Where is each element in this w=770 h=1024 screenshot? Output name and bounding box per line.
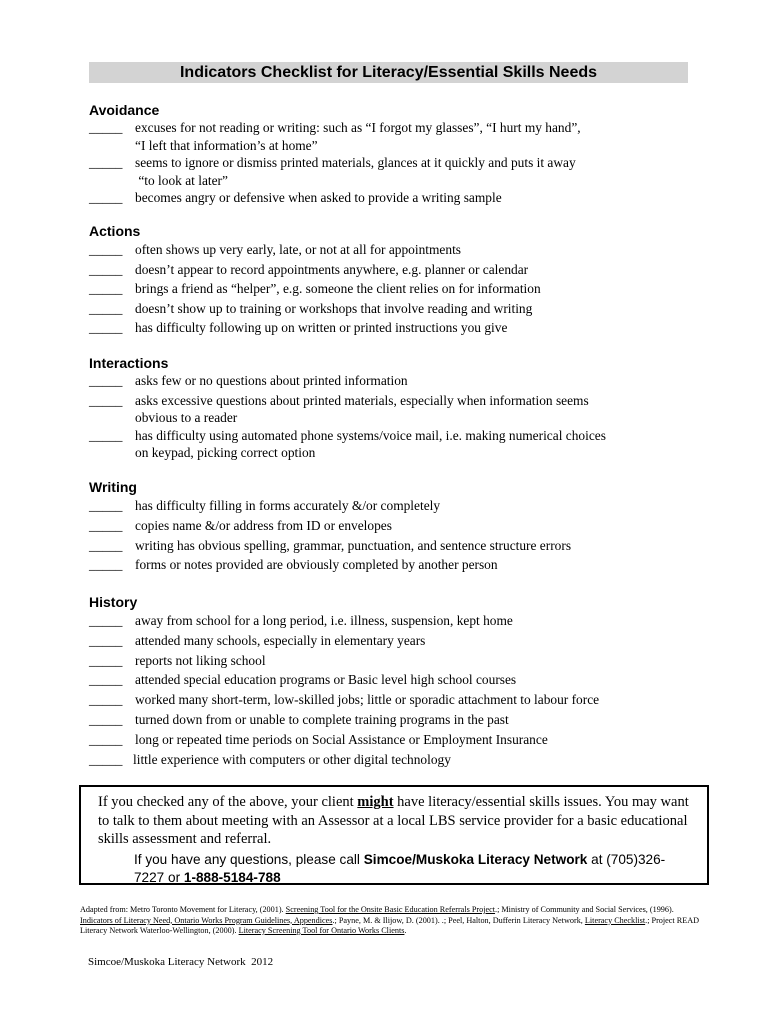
ref-title: Indicators of Literacy Need, Ontario Works Program Guidelines, Appendices: [80, 915, 333, 925]
checklist-item: [89, 392, 689, 427]
checklist-item: [89, 299, 689, 319]
checklist-item: [89, 119, 689, 154]
ref-text: Adapted from: Metro Toronto Movement for Literacy, (2001).: [80, 905, 286, 914]
checklist-item: [89, 690, 689, 710]
checklist-item: [89, 651, 689, 671]
item-text: has difficulty filling in forms accurately &/or completely: [135, 498, 441, 513]
checklist-item: [89, 730, 689, 750]
item-text-cont: “to look at later”: [135, 172, 228, 188]
ref-title: Literacy Screening Tool for Ontario Works Clients: [238, 926, 405, 935]
check-blank[interactable]: _____: [89, 537, 123, 553]
item-text: asks few or no questions about printed information: [135, 373, 408, 388]
callout-emphasis: might: [357, 794, 394, 810]
section-interactions: [89, 354, 689, 462]
ref-title: Literacy Checklist: [584, 915, 646, 925]
check-blank[interactable]: _____: [89, 498, 123, 513]
contact-text: If you have any questions, please call: [134, 852, 364, 867]
section-heading: Interactions: [89, 355, 169, 371]
info-callout-box: [79, 785, 709, 885]
check-blank[interactable]: _____: [89, 242, 123, 257]
item-text: doesn’t appear to record appointments anywhere, e.g. planner or calendar: [135, 261, 529, 277]
check-blank[interactable]: _____: [89, 392, 123, 408]
ref-text: .; Payne, M. & Ilijow, D. (2001). .; Peel, Halton, Dufferin Literacy Network,: [332, 915, 585, 925]
item-text: becomes angry or defensive when asked to provide a writing sample: [135, 190, 502, 205]
item-text-cont: on keypad, picking correct option: [135, 445, 316, 460]
checklist-item: [89, 154, 689, 189]
references: [80, 905, 700, 937]
check-blank[interactable]: _____: [89, 155, 123, 170]
checklist-item: [89, 318, 689, 338]
checklist-item: [89, 516, 689, 536]
check-blank[interactable]: _____: [89, 731, 123, 747]
callout-text: have literacy/essential skills issues. You may want to talk to them about meeting with an Assessor at a local LBS service provider for a basic educational skills assessment and referral.: [98, 794, 689, 847]
check-blank[interactable]: _____: [89, 427, 123, 443]
check-blank[interactable]: _____: [89, 517, 123, 533]
checklist-item: [89, 670, 689, 690]
check-blank[interactable]: _____: [89, 190, 123, 205]
checklist-item: [89, 611, 689, 631]
checklist-item: [89, 260, 689, 280]
item-text: seems to ignore or dismiss printed materials, glances at it quickly and puts it away: [135, 155, 576, 170]
item-text: attended many schools, especially in elementary years: [135, 632, 426, 648]
item-text: has difficulty following up on written or printed instructions you give: [135, 320, 508, 336]
item-text: writing has obvious spelling, grammar, punctuation, and sentence structure errors: [135, 537, 572, 553]
item-text-cont: obvious to a reader: [135, 410, 238, 425]
ref-text: .; Project READ Literacy Network Waterloo-Wellington, (2000).: [80, 915, 700, 935]
item-text: forms or notes provided are obviously completed by another person: [135, 557, 498, 573]
checklist-item: [89, 240, 689, 260]
check-blank[interactable]: _____: [89, 320, 123, 336]
item-text: away from school for a long period, i.e. illness, suspension, kept home: [135, 613, 513, 628]
checklist-item: [89, 631, 689, 651]
ref-title: Screening Tool for the Onsite Basic Education Referrals Project: [285, 905, 496, 914]
checklist-item: [89, 427, 689, 462]
section-heading: Avoidance: [89, 102, 160, 118]
checklist-item: [89, 710, 689, 730]
item-text: often shows up very early, late, or not at all for appointments: [135, 242, 461, 257]
phone-number: at (705)326-7227 or: [134, 852, 666, 885]
page-footer: Simcoe/Muskoka Literacy Network 2012: [88, 956, 274, 968]
check-blank[interactable]: _____: [89, 261, 123, 277]
section-avoidance: [89, 101, 689, 207]
check-blank[interactable]: _____: [89, 613, 123, 628]
check-blank[interactable]: _____: [89, 751, 123, 767]
section-heading: Writing: [89, 479, 137, 495]
check-blank[interactable]: _____: [89, 281, 123, 297]
ref-text: .: [404, 926, 407, 935]
checklist-item: [89, 536, 689, 556]
item-text-cont: “I left that information’s at home”: [135, 137, 318, 153]
check-blank[interactable]: _____: [89, 300, 123, 316]
item-text: little experience with computers or other digital technology: [133, 751, 451, 767]
item-text: copies name &/or address from ID or envelopes: [135, 517, 392, 533]
check-blank[interactable]: _____: [89, 672, 123, 688]
page-title: Indicators Checklist for Literacy/Essential Skills Needs: [89, 62, 688, 83]
section-heading: History: [89, 594, 138, 610]
check-blank[interactable]: _____: [89, 711, 123, 727]
item-text: worked many short-term, low-skilled jobs; little or sporadic attachment to labour force: [135, 692, 600, 708]
item-text: reports not liking school: [135, 652, 266, 668]
callout-paragraph: [98, 793, 698, 849]
item-text: doesn’t show up to training or workshops that involve reading and writing: [135, 300, 533, 316]
section-history: [89, 593, 689, 769]
contact-paragraph: [134, 851, 694, 887]
organization-name: Simcoe/Muskoka Literacy Network: [363, 852, 588, 867]
item-text: asks excessive questions about printed materials, especially when information seems: [135, 392, 589, 408]
item-text: excuses for not reading or writing: such as “I forgot my glasses”, “I hurt my hand”,: [135, 120, 581, 135]
checklist-item: [89, 279, 689, 299]
callout-text: If you checked any of the above, your client: [98, 794, 358, 810]
check-blank[interactable]: _____: [89, 557, 123, 573]
section-heading: Actions: [89, 223, 141, 239]
item-text: attended special education programs or Basic level high school courses: [135, 672, 517, 688]
item-text: has difficulty using automated phone systems/voice mail, i.e. making numerical choices: [135, 427, 606, 443]
checklist-item: [89, 372, 689, 390]
checklist-item: [89, 750, 689, 770]
checklist-item: [89, 496, 689, 516]
check-blank[interactable]: _____: [89, 632, 123, 648]
check-blank[interactable]: _____: [89, 120, 123, 135]
item-text: turned down from or unable to complete training programs in the past: [135, 711, 509, 727]
check-blank[interactable]: _____: [89, 692, 123, 708]
check-blank[interactable]: _____: [89, 373, 123, 388]
checklist-item: [89, 189, 689, 207]
ref-text: .; Ministry of Community and Social Services, (1996).: [495, 905, 674, 914]
checklist-item: [89, 555, 689, 575]
check-blank[interactable]: _____: [89, 652, 123, 668]
section-writing: [89, 478, 689, 575]
item-text: long or repeated time periods on Social Assistance or Employment Insurance: [135, 731, 548, 747]
section-actions: [89, 222, 689, 338]
toll-free-number: 1-888-5184-788: [183, 870, 281, 885]
item-text: brings a friend as “helper”, e.g. someone the client relies on for information: [135, 281, 541, 297]
